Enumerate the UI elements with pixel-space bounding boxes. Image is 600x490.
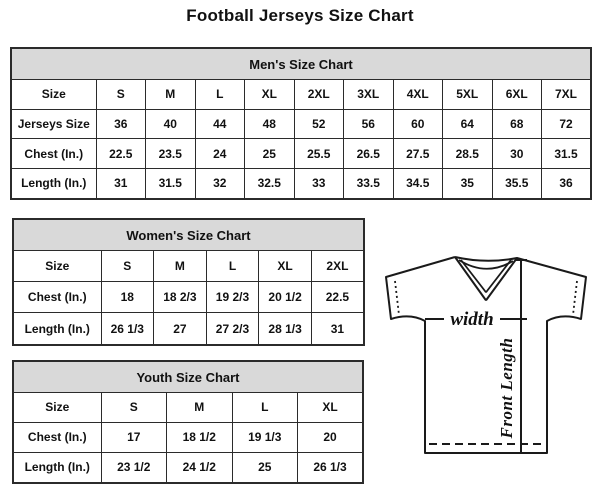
width-label: width xyxy=(450,309,494,330)
youth-size-chart-table xyxy=(12,360,364,484)
cell: 2XL xyxy=(311,251,364,282)
cell: 23 1/2 xyxy=(101,452,167,483)
cell: 28 1/3 xyxy=(259,313,312,345)
cell: 25.5 xyxy=(294,139,344,169)
cell: 36 xyxy=(96,109,146,139)
front-length-label: Front Length xyxy=(497,337,516,439)
cell: 35 xyxy=(443,168,493,199)
row-label: Size xyxy=(13,393,101,423)
front-length-measure-line xyxy=(515,259,527,453)
cell: 64 xyxy=(443,109,493,139)
row-label: Size xyxy=(13,251,101,282)
row-label: Jerseys Size xyxy=(11,109,96,139)
cell: 31.5 xyxy=(542,139,592,169)
cell: 72 xyxy=(542,109,592,139)
row-label: Chest (In.) xyxy=(11,139,96,169)
cell: S xyxy=(101,251,154,282)
cell: 6XL xyxy=(492,80,542,110)
cell: 3XL xyxy=(344,80,394,110)
cell: M xyxy=(154,251,207,282)
row-label: Chest (In.) xyxy=(13,282,101,313)
table-title: Men's Size Chart xyxy=(11,48,591,80)
cell: 40 xyxy=(146,109,196,139)
cell: L xyxy=(232,393,298,423)
cell: 33 xyxy=(294,168,344,199)
cell: 19 2/3 xyxy=(206,282,259,313)
cell: 44 xyxy=(195,109,245,139)
cell: L xyxy=(195,80,245,110)
cell: 52 xyxy=(294,109,344,139)
table-title: Women's Size Chart xyxy=(13,219,364,251)
row-label: Length (In.) xyxy=(11,168,96,199)
cell: 22.5 xyxy=(311,282,364,313)
cell: 36 xyxy=(542,168,592,199)
cell: 2XL xyxy=(294,80,344,110)
mens-size-chart xyxy=(10,47,592,200)
cell: 31.5 xyxy=(146,168,196,199)
womens-size-chart xyxy=(12,218,365,346)
youth-size-chart xyxy=(12,360,364,484)
cell: 19 1/3 xyxy=(232,422,298,452)
page-title: Football Jerseys Size Chart xyxy=(186,6,414,25)
cell: 28.5 xyxy=(443,139,493,169)
cell: XL xyxy=(259,251,312,282)
mens-size-chart-table xyxy=(10,47,592,200)
cell: 25 xyxy=(232,452,298,483)
right-cuff-dashed-line xyxy=(573,281,577,315)
cell: 27.5 xyxy=(393,139,443,169)
cell: 27 2/3 xyxy=(206,313,259,345)
cell: M xyxy=(146,80,196,110)
cell: L xyxy=(206,251,259,282)
cell: 4XL xyxy=(393,80,443,110)
cell: 32 xyxy=(195,168,245,199)
cell: XL xyxy=(298,393,364,423)
cell: 18 xyxy=(101,282,154,313)
table-title: Youth Size Chart xyxy=(13,361,363,393)
cell: 30 xyxy=(492,139,542,169)
cell: 27 xyxy=(154,313,207,345)
cell: 35.5 xyxy=(492,168,542,199)
cell: M xyxy=(167,393,233,423)
cell: 7XL xyxy=(542,80,592,110)
cell: 25 xyxy=(245,139,295,169)
cell: 26 1/3 xyxy=(298,452,364,483)
cell: 60 xyxy=(393,109,443,139)
cell: 26.5 xyxy=(344,139,394,169)
cell: XL xyxy=(245,80,295,110)
cell: 18 2/3 xyxy=(154,282,207,313)
cell: 68 xyxy=(492,109,542,139)
cell: 22.5 xyxy=(96,139,146,169)
cell: 17 xyxy=(101,422,167,452)
row-label: Length (In.) xyxy=(13,452,101,483)
cell: 20 1/2 xyxy=(259,282,312,313)
cell: 23.5 xyxy=(146,139,196,169)
row-label: Length (In.) xyxy=(13,313,101,345)
cell: 33.5 xyxy=(344,168,394,199)
left-cuff-dashed-line xyxy=(395,281,399,315)
cell: 31 xyxy=(311,313,364,345)
cell: 18 1/2 xyxy=(167,422,233,452)
cell: 48 xyxy=(245,109,295,139)
cell: 34.5 xyxy=(393,168,443,199)
cell: 31 xyxy=(96,168,146,199)
cell: S xyxy=(101,393,167,423)
cell: 20 xyxy=(298,422,364,452)
jersey-measurement-diagram xyxy=(374,243,596,458)
cell: 5XL xyxy=(443,80,493,110)
cell: 56 xyxy=(344,109,394,139)
cell: 32.5 xyxy=(245,168,295,199)
row-label: Chest (In.) xyxy=(13,422,101,452)
womens-size-chart-table xyxy=(12,218,365,346)
row-label: Size xyxy=(11,80,96,110)
cell: 24 1/2 xyxy=(167,452,233,483)
cell: S xyxy=(96,80,146,110)
jersey-outline xyxy=(386,257,586,453)
cell: 24 xyxy=(195,139,245,169)
cell: 26 1/3 xyxy=(101,313,154,345)
